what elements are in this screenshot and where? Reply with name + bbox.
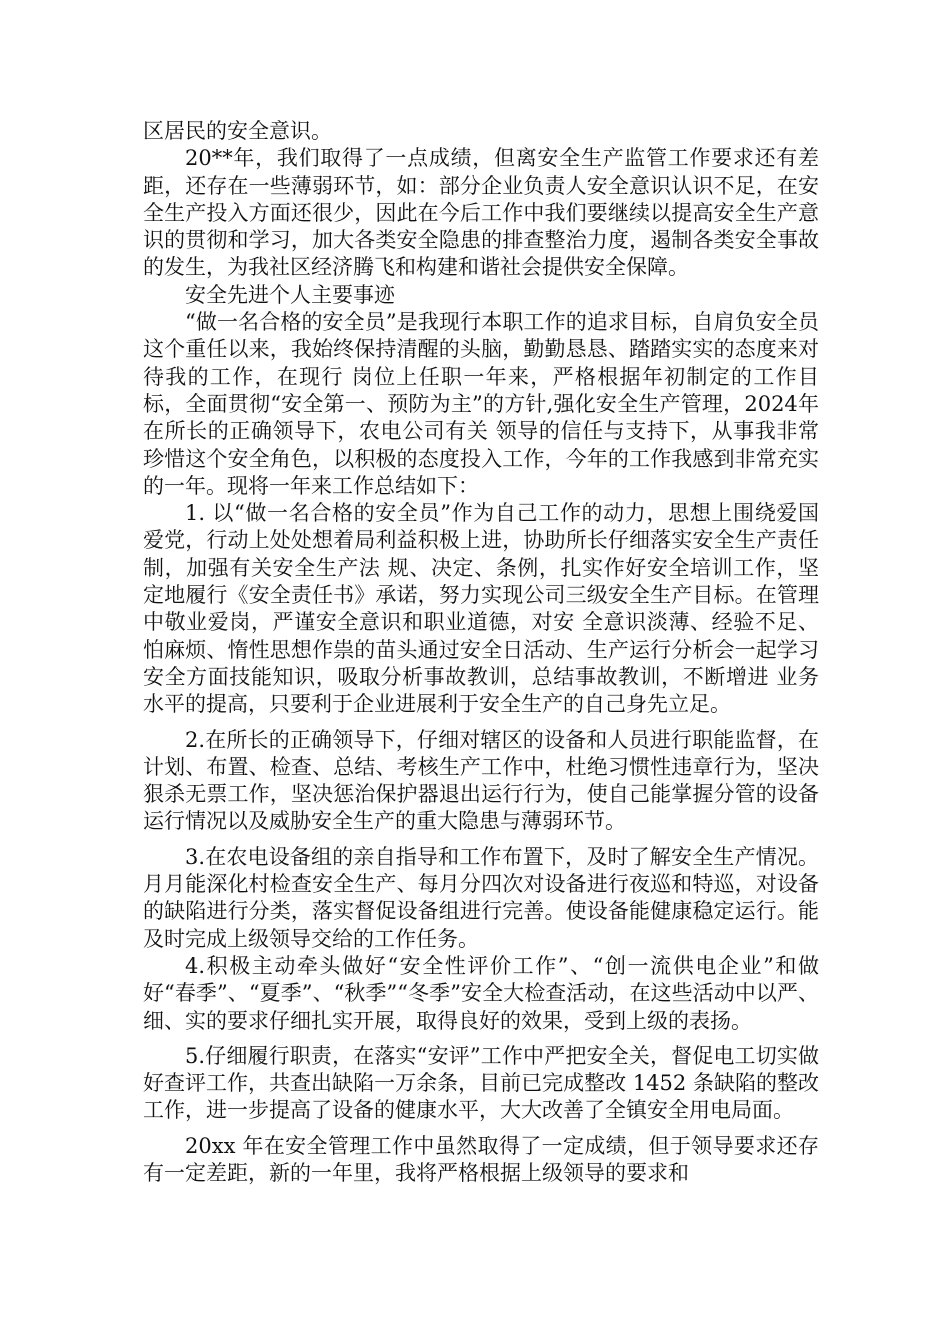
- paragraph-conclusion: 20xx 年在安全管理工作中虽然取得了一定成绩，但于领导要求还存有一定差距，新的一年里，我将严格根据上级领导的要求和: [143, 1133, 819, 1185]
- paragraph-item-5: 5.仔细履行职责，在落实“安评”工作中严把安全关，督促电工切实做好查评工作，共查出缺陷一万余条，目前已完成整改 1452 条缺陷的整改工作，进一步提高了设备的健康水平，大大改善了全镇安全用电局面。: [143, 1043, 819, 1123]
- section-heading: 安全先进个人主要事迹: [185, 282, 395, 307]
- paragraph-intro: “做一名合格的安全员”是我现行本职工作的追求目标，自肩负安全员这个重任以来，我始终保持清醒的头脑，勤勤恳恳、踏踏实实的态度来对待我的工作，在现行 岗位上任职一年来，严格根据年初制定的工作目标，全面贯彻“安全第一、预防为主”的方针,强化安全生产管理，2024年在所长的正确领导下，农电公司有关 领导的信任与支持下，从事我非常珍惜这个安全角色，以积极的态度投入工作，今年的工作我感到非常充实的一年。现将一年来工作总结如下：: [143, 310, 819, 498]
- paragraph-item-3: 3.在农电设备组的亲自指导和工作布置下，及时了解安全生产情况。月月能深化村检查安全生产、每月分四次对设备进行夜巡和特巡，对设备的缺陷进行分类，落实督促设备组进行完善。使设备能健康稳定运行。能及时完成上级领导交给的工作任务。: [143, 844, 819, 951]
- document-page: [143, 118, 819, 1187]
- paragraph-item-1: 1. 以“做一名合格的安全员”作为自己工作的动力，思想上围绕爱国爱党，行动上处处想着局利益积极上进，协助所长仔细落实安全生产责任制，加强有关安全生产法 规、决定、条例，扎实作好安全培训工作，坚定地履行《安全责任书》承诺，努力实现公司三级安全生产目标。在管理中敬业爱岗，严谨安全意识和职业道德，对安 全意识淡薄、经验不足、怕麻烦、惰性思想作祟的苗头通过安全日活动、生产运行分析会一起学习安全方面技能知识，吸取分析事故教训，总结事故教训，不断增进 业务水平的提高，只要利于企业进展利于安全生产的自己身先立足。: [143, 501, 819, 717]
- paragraph-continuation: 区居民的安全意识。: [143, 119, 332, 143]
- paragraph-item-4: 4.积极主动牵头做好“安全性评价工作”、“创一流供电企业”和做好“春季”、“夏季”、“秋季”“冬季”安全大检查活动，在这些活动中以严、细、实的要求仔细扎实开展，取得良好的效果，受到上级的表扬。: [143, 953, 819, 1033]
- paragraph-item-2: 2.在所长的正确领导下，仔细对辖区的设备和人员进行职能监督，在计划、布置、检查、总结、考核生产工作中，杜绝习惯性违章行为，坚决狠杀无票工作，坚决惩治保护器退出运行行为，使自己能掌握分管的设备运行情况以及威胁安全生产的重大隐患与薄弱环节。: [143, 727, 819, 834]
- paragraph-achievements: 20**年，我们取得了一点成绩，但离安全生产监管工作要求还有差距，还存在一些薄弱环节，如：部分企业负责人安全意识认识不足，在安全生产投入方面还很少，因此在今后工作中我们要继续以提高安全生产意识的贯彻和学习，加大各类安全隐患的排查整治力度，遏制各类安全事故的发生，为我社区经济腾飞和构建和谐社会提供安全保障。: [143, 146, 819, 280]
